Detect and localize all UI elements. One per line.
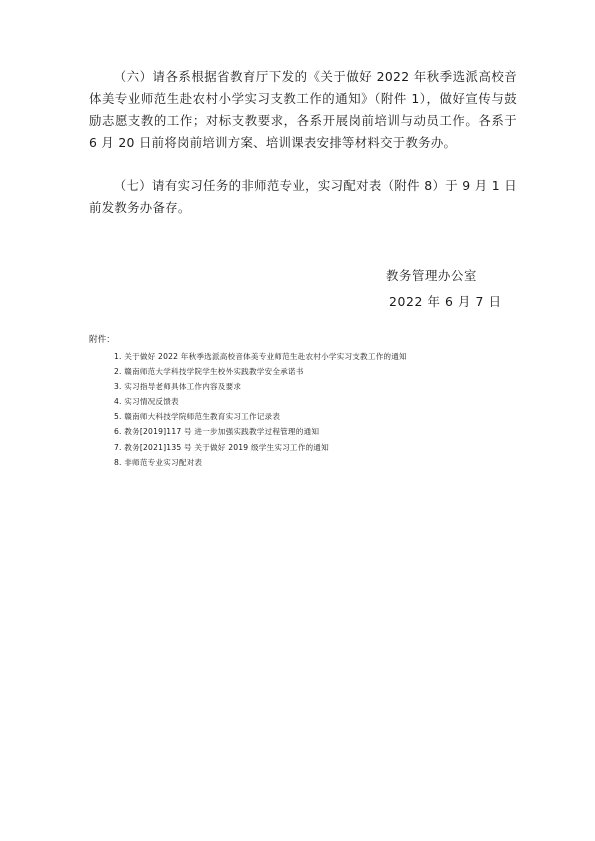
attachment-item: 8. 非师范专业实习配对表 — [114, 457, 203, 467]
signature-date: 2022 年 6 月 7 日 — [389, 294, 502, 309]
attachment-item: 4. 实习情况反馈表 — [114, 397, 179, 407]
paragraph-seven: （七）请有实习任务的非师范专业，实习配对表（附件 8）于 9 月 1 日前发教务办备存。 — [89, 178, 517, 215]
attachment-item: 6. 教务[2019]117 号 进一步加强实践教学过程管理的通知 — [114, 427, 320, 437]
signature-organization: 教务管理办公室 — [386, 268, 477, 283]
attachments-title: 附件： — [89, 335, 115, 345]
attachment-item: 5. 赣南师大科技学院师范生教育实习工作记录表 — [114, 412, 281, 422]
paragraph-six: （六）请各系根据省教育厅下发的《关于做好 2022 年秋季选派高校音体美专业师范生赴农村小学实习支教工作的通知》（附件 1），做好宣传与鼓励志愿支教的工作；对标支教要求，各系开展岗前培训与动员工作。各系于 6 月 20 日前将岗前培训方案、培训课表安排等材料交于教务办。 — [89, 69, 517, 150]
attachment-item: 7. 教务[2021]135 号 关于做好 2019 级学生实习工作的通知 — [114, 442, 329, 452]
attachment-item: 1. 关于做好 2022 年秋季选派高校音体美专业师范生赴农村小学实习支教工作的通知 — [114, 352, 407, 361]
attachments-list — [114, 349, 407, 470]
attachment-item: 3. 实习指导老师具体工作内容及要求 — [114, 382, 242, 392]
attachment-item: 2. 赣南师范大学科技学院学生校外实践教学安全承诺书 — [114, 367, 304, 377]
